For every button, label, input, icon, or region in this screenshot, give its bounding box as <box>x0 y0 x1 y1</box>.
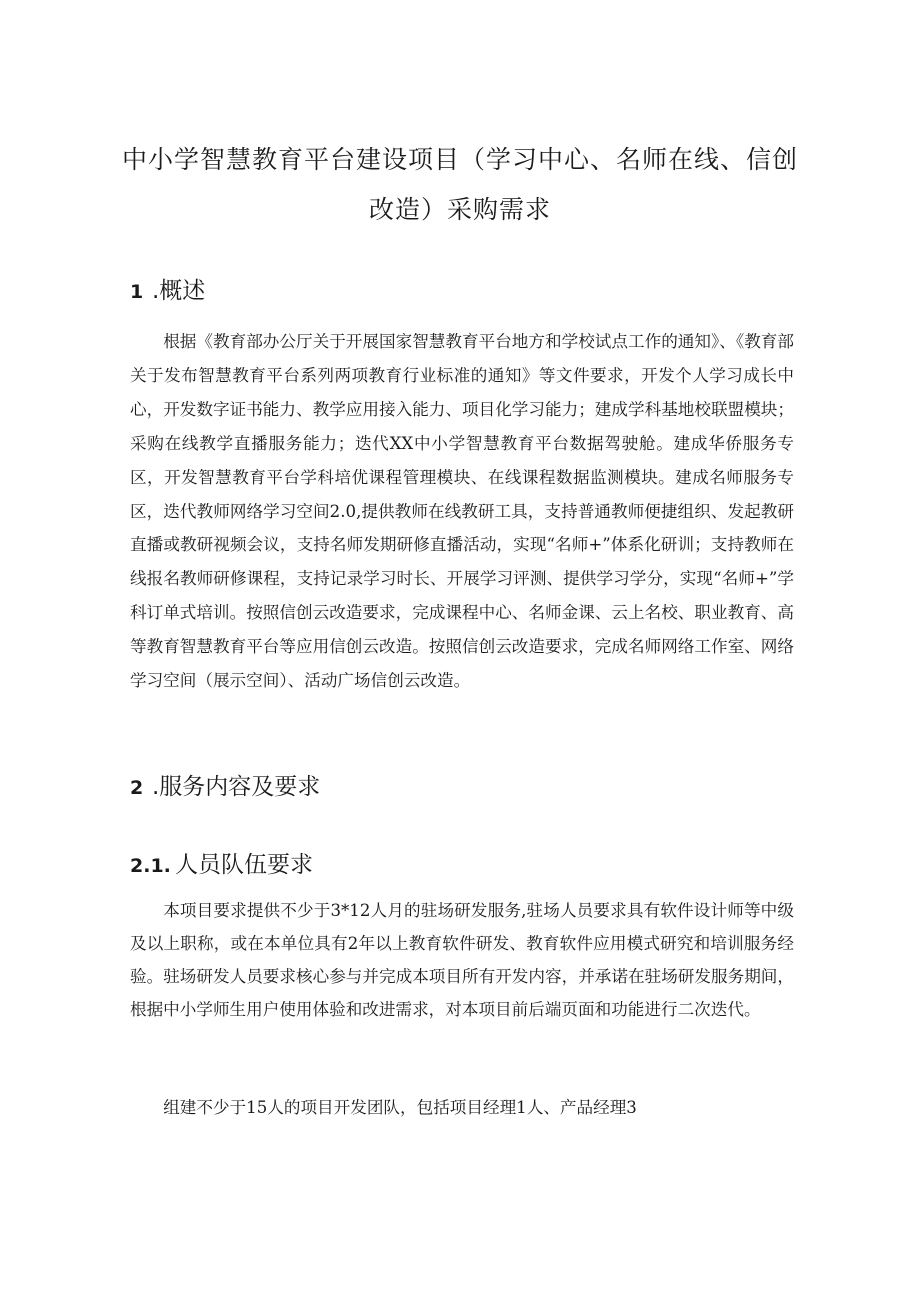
section-2-1-paragraph-1: 本项目要求提供不少于3*12人月的驻场研发服务,驻场人员要求具有软件设计师等中级及以上职称，或在本单位具有2年以上教育软件研发、教育软件应用模式研究和培训服务经验。驻场研发人员要求核心参与并完成本项目所有开发内容，并承诺在驻场研发服务期间，根据中小学师生用户使用体验和改进需求，对本项目前后端页面和功能进行二次迭代。 <box>130 901 794 1019</box>
section-1-heading <box>130 272 205 305</box>
section-2-title: .服务内容及要求 <box>152 774 321 800</box>
section-2-heading <box>130 768 320 801</box>
section-1-number: 1 <box>130 281 144 303</box>
section-1-paragraph: 根据《教育部办公厅关于开展国家智慧教育平台地方和学校试点工作的通知》、《教育部关于发布智慧教育平台系列两项教育行业标准的通知》等文件要求，开发个人学习成长中心，开发数字证书能力、教学应用接入能力、项目化学习能力；建成学科基地校联盟模块；采购在线教学直播服务能力；迭代XX中小学智慧教育平台数据驾驶舱。建成华侨服务专区，开发智慧教育平台学科培优课程管理模块、在线课程数据监测模块。建成名师服务专区，迭代教师网络学习空间2.0,提供教师在线教研工具，支持普通教师便捷组织、发起教研直播或教研视频会议，支持名师发期研修直播活动，实现“名师+”体系化研训；支持教师在线报名教师研修课程，支持记录学习时长、开展学习评测、提供学习学分，实现“名师+”学科订单式培训。按照信创云改造要求，完成课程中心、名师金课、云上名校、职业教育、高等教育智慧教育平台等应用信创云改造。按照信创云改造要求，完成名师网络工作室、网络学习空间（展示空间）、活动广场信创云改造。 <box>130 332 794 691</box>
section-2-number: 2 <box>130 777 144 799</box>
section-1-title: .概述 <box>152 278 206 304</box>
document-title-line-2: 改造）采购需求 <box>368 195 551 224</box>
section-2-1-title: 人员队伍要求 <box>175 852 313 878</box>
section-2-1-heading <box>130 846 313 879</box>
section-2-1-paragraph-2: 组建不少于15人的项目开发团队，包括项目经理1人、产品经理3 <box>163 1098 637 1117</box>
section-2-1-number: 2.1. <box>130 855 171 877</box>
document-title-line-1: 中小学智慧教育平台建设项目（学习中心、名师在线、信创 <box>121 145 798 174</box>
